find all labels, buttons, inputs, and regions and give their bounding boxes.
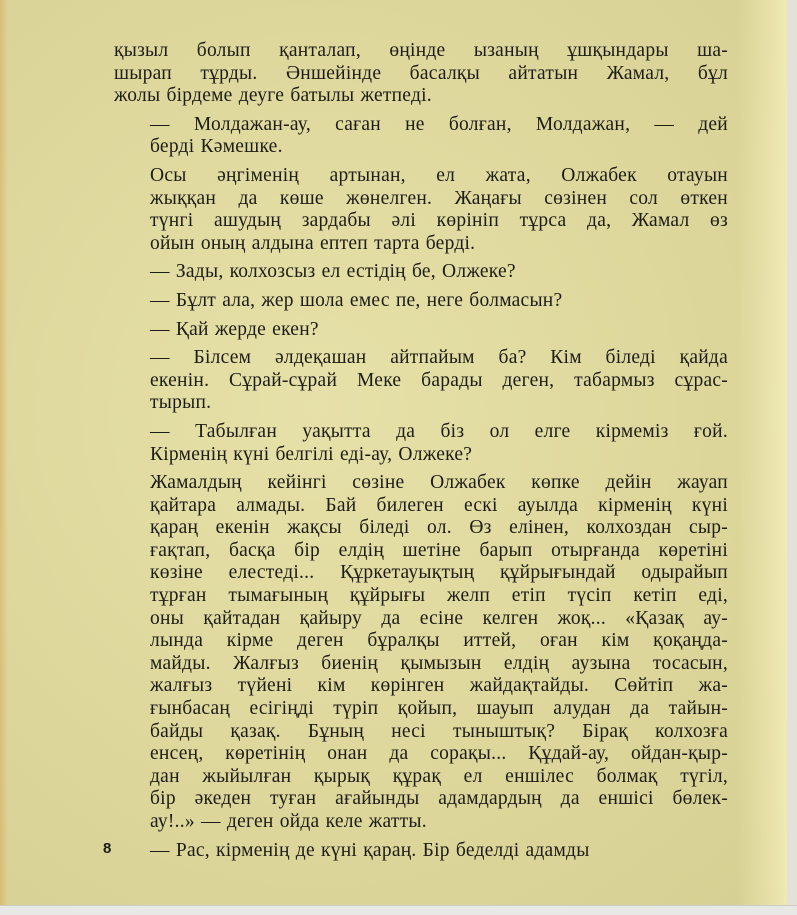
paragraph xyxy=(114,840,728,863)
text-line: ғақтап, басқа бір елдің шетіне барып отырғанда көретіні xyxy=(150,539,728,561)
paragraph xyxy=(114,421,728,466)
text-line: түнгі ашудың зардабы әлі көрініп тұрса да, Жамал өз xyxy=(150,210,728,232)
paragraph xyxy=(114,472,728,834)
text-line: ау!..» — деген ойда келе жатты. xyxy=(150,811,427,832)
text-line: көзіне елестеді... Құркетауықтың құйрығындай одырайып xyxy=(150,562,728,584)
paragraph xyxy=(114,290,728,313)
text-line: — Бұлт ала, жер шола емес пе, неге болмасын? xyxy=(150,289,563,311)
text-line: — Табылған уақытта да біз ол елге кірмеміз ғой. xyxy=(150,420,728,442)
text-line: тұрған тымағының құйрығы желп етіп түсіп кетіп еді, xyxy=(150,585,728,607)
page-number: 8 xyxy=(103,840,112,857)
body-text xyxy=(114,40,728,868)
text-line: байды қазақ. Бұның несі тыныштық? Бірақ колхозға xyxy=(150,720,728,742)
paragraph xyxy=(114,114,728,159)
paragraph xyxy=(114,319,728,342)
text-line: — Қай жерде екен? xyxy=(150,318,319,340)
text-line: қараң екенін жақсы біледі ол. Өз елінен, колхоздан сыр- xyxy=(150,517,728,539)
text-line: лында кірме деген бұралқы иттей, оған кім қоқаңда- xyxy=(150,630,728,652)
text-line: шырап тұрды. Әншейінде басалқы айтатын Жамал, бұл xyxy=(114,62,728,84)
paragraph xyxy=(114,40,728,108)
text-line: бір әкеден туған ағайынды адамдардың да еншісі бөлек- xyxy=(150,788,728,810)
paragraph xyxy=(114,347,728,415)
text-line: — Зады, колхозсыз ел естідің бе, Олжеке? xyxy=(150,261,516,283)
text-line: — Рас, кірменің де күні қараң. Бір беделді адамды xyxy=(150,839,590,861)
text-line: Кірменің күні белгілі еді-ау, Олжеке? xyxy=(150,443,473,465)
text-line: жалғыз түйені кім көрінген жайдақтайды. Сөйтіп жа- xyxy=(150,675,728,697)
text-line: тырып. xyxy=(150,392,212,414)
text-line: — Молдажан-ау, саған не болған, Молдажан, — дей xyxy=(150,113,728,135)
text-line: дан жыйылған қырық құрақ ел еншілес болмақ түгіл, xyxy=(150,765,728,787)
text-line: берді Кәмешке. xyxy=(150,136,283,158)
text-line: екенін. Сұрай-сұрай Меке барады деген, табармыз сұрас- xyxy=(150,369,728,391)
text-line: оны қайтадан қайыру да есіне келген жоқ... «Қазақ ау- xyxy=(150,607,728,629)
text-line: майды. Жалғыз биенің қымызын елдің аузына тосасын, xyxy=(150,652,728,674)
text-line: жыққан да көше жөнелген. Жаңағы сөзінен сол өткен xyxy=(150,187,728,209)
text-line: қайтара алмады. Бай билеген ескі ауылда кірменің күні xyxy=(150,494,728,516)
paragraph xyxy=(114,261,728,284)
text-line: қызыл болып қанталап, өңінде ызаның ұшқындары ша- xyxy=(114,40,728,61)
text-line: ғынбасаң есігіңді түріп қойып, шауып алудан да тайын- xyxy=(150,698,728,720)
text-line: Жамалдың кейінгі сөзіне Олжабек көпке дейін жауап xyxy=(150,472,728,494)
text-line: енсең, көретінің онан да сорақы... Құдай-ау, ойдан-қыр- xyxy=(150,743,728,765)
text-line: Осы әңгіменің артынан, ел жата, Олжабек отауын xyxy=(150,164,728,186)
text-line: ойын оның алдына ептеп тарта берді. xyxy=(150,232,476,254)
text-line: — Білсем әлдеқашан айтпайым ба? Кім біледі қайда xyxy=(150,347,728,369)
paragraph xyxy=(114,165,728,255)
text-line: жолы бірдеме деуге батылы жетпеді. xyxy=(114,85,432,107)
